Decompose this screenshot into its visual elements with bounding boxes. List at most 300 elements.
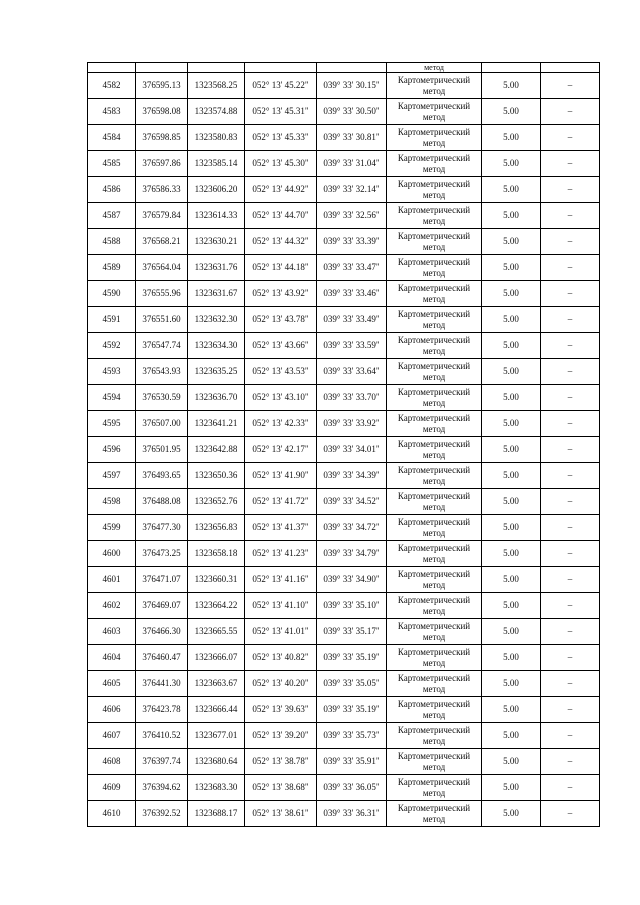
cell-method: [387, 411, 482, 437]
cell-method: [387, 541, 482, 567]
cell-longitude: 039° 33' 35.73": [317, 723, 387, 749]
cell-accuracy: 5.00: [482, 645, 541, 671]
cell-note: –: [541, 385, 600, 411]
cell-y: 1323666.44: [188, 697, 245, 723]
table-body: [88, 63, 600, 827]
cell-number: 4590: [88, 281, 136, 307]
cell-x: 376555.96: [136, 281, 188, 307]
cell-accuracy: 5.00: [482, 697, 541, 723]
cell-number: 4601: [88, 567, 136, 593]
cell-note: –: [541, 619, 600, 645]
cell-x: 376586.33: [136, 177, 188, 203]
cell-latitude: 052° 13' 45.33": [245, 125, 317, 151]
cell-longitude: 039° 33' 31.04": [317, 151, 387, 177]
cell-x: [136, 63, 188, 73]
cell-accuracy: 5.00: [482, 151, 541, 177]
method-line-2: метод: [422, 163, 446, 174]
cell-note: –: [541, 177, 600, 203]
method-line-1: Картометрический: [397, 360, 471, 371]
method-line-1: Картометрический: [397, 334, 471, 345]
cell-longitude: 039° 33' 30.50": [317, 99, 387, 125]
cell-longitude: 039° 33' 35.19": [317, 645, 387, 671]
cell-y: 1323666.07: [188, 645, 245, 671]
table-row: [88, 541, 600, 567]
cell-x: 376507.00: [136, 411, 188, 437]
cell-longitude: 039° 33' 33.64": [317, 359, 387, 385]
table-row: [88, 255, 600, 281]
cell-note: –: [541, 437, 600, 463]
cell-latitude: 052° 13' 43.78": [245, 307, 317, 333]
method-line-2: метод: [422, 631, 446, 642]
cell-x: 376597.86: [136, 151, 188, 177]
cell-y: 1323641.21: [188, 411, 245, 437]
cell-y: 1323634.30: [188, 333, 245, 359]
cell-longitude: 039° 33' 34.90": [317, 567, 387, 593]
cell-x: 376392.52: [136, 801, 188, 827]
cell-method: [387, 99, 482, 125]
cell-method: [387, 515, 482, 541]
cell-method: [387, 437, 482, 463]
cell-number: 4606: [88, 697, 136, 723]
table-row: [88, 73, 600, 99]
cell-note: [541, 63, 600, 73]
cell-latitude: 052° 13' 45.31": [245, 99, 317, 125]
method-line-1: Картометрический: [397, 568, 471, 579]
method-line-2: метод: [422, 475, 446, 486]
method-line-2: метод: [422, 345, 446, 356]
cell-longitude: 039° 33' 30.81": [317, 125, 387, 151]
coordinates-table: [87, 62, 600, 827]
table-row: [88, 385, 600, 411]
cell-accuracy: 5.00: [482, 281, 541, 307]
cell-accuracy: 5.00: [482, 541, 541, 567]
cell-longitude: [317, 63, 387, 73]
cell-longitude: 039° 33' 34.79": [317, 541, 387, 567]
cell-y: 1323630.21: [188, 229, 245, 255]
method-line-2: метод: [422, 579, 446, 590]
cell-note: –: [541, 125, 600, 151]
cell-method: [387, 671, 482, 697]
cell-note: –: [541, 671, 600, 697]
cell-accuracy: 5.00: [482, 671, 541, 697]
cell-method: [387, 723, 482, 749]
method-line-1: Картометрический: [397, 594, 471, 605]
cell-latitude: 052° 13' 38.78": [245, 749, 317, 775]
cell-note: –: [541, 307, 600, 333]
cell-latitude: 052° 13' 40.82": [245, 645, 317, 671]
method-line-1: Картометрический: [397, 386, 471, 397]
cell-number: 4600: [88, 541, 136, 567]
method-line-1: Картометрический: [397, 724, 471, 735]
table-row: [88, 281, 600, 307]
cell-x: 376466.30: [136, 619, 188, 645]
table-row: [88, 151, 600, 177]
cell-accuracy: 5.00: [482, 203, 541, 229]
cell-latitude: 052° 13' 44.92": [245, 177, 317, 203]
cell-y: 1323606.20: [188, 177, 245, 203]
cell-longitude: 039° 33' 32.14": [317, 177, 387, 203]
method-line-1: Картометрический: [397, 438, 471, 449]
cell-accuracy: 5.00: [482, 567, 541, 593]
cell-latitude: 052° 13' 40.20": [245, 671, 317, 697]
cell-method: метод: [387, 63, 482, 73]
table-row: [88, 723, 600, 749]
cell-x: 376488.08: [136, 489, 188, 515]
method-line-2: метод: [422, 319, 446, 330]
cell-method: [387, 749, 482, 775]
method-line-2: метод: [422, 397, 446, 408]
method-line-2: метод: [422, 553, 446, 564]
cell-accuracy: 5.00: [482, 593, 541, 619]
cell-number: 4584: [88, 125, 136, 151]
cell-accuracy: 5.00: [482, 489, 541, 515]
cell-y: 1323580.83: [188, 125, 245, 151]
method-line-2: метод: [422, 423, 446, 434]
method-line-1: Картометрический: [397, 776, 471, 787]
cell-x: 376547.74: [136, 333, 188, 359]
cell-x: 376598.85: [136, 125, 188, 151]
cell-y: 1323688.17: [188, 801, 245, 827]
cell-y: 1323631.67: [188, 281, 245, 307]
cell-y: 1323656.83: [188, 515, 245, 541]
cell-latitude: 052° 13' 41.16": [245, 567, 317, 593]
cell-note: –: [541, 749, 600, 775]
cell-accuracy: 5.00: [482, 333, 541, 359]
table-row: [88, 801, 600, 827]
cell-accuracy: 5.00: [482, 723, 541, 749]
cell-latitude: 052° 13' 45.22": [245, 73, 317, 99]
cell-note: –: [541, 203, 600, 229]
table-row: [88, 697, 600, 723]
method-line-1: Картометрический: [397, 620, 471, 631]
cell-method: [387, 333, 482, 359]
cell-x: 376598.08: [136, 99, 188, 125]
method-line-2: метод: [422, 501, 446, 512]
cell-x: 376471.07: [136, 567, 188, 593]
cell-longitude: 039° 33' 36.31": [317, 801, 387, 827]
cell-method: [387, 801, 482, 827]
cell-method: [387, 307, 482, 333]
cell-x: 376397.74: [136, 749, 188, 775]
table-row: [88, 619, 600, 645]
cell-method: [387, 229, 482, 255]
method-line-1: Картометрический: [397, 412, 471, 423]
cell-latitude: 052° 13' 43.92": [245, 281, 317, 307]
cell-x: 376543.93: [136, 359, 188, 385]
method-line-1: Картометрический: [397, 646, 471, 657]
method-line-2: метод: [422, 85, 446, 96]
cell-longitude: 039° 33' 33.46": [317, 281, 387, 307]
method-line-2: метод: [422, 293, 446, 304]
cell-method: [387, 125, 482, 151]
cell-x: 376473.25: [136, 541, 188, 567]
cell-number: 4591: [88, 307, 136, 333]
method-line-2: метод: [422, 813, 446, 824]
cell-note: –: [541, 411, 600, 437]
cell-accuracy: 5.00: [482, 411, 541, 437]
cell-number: 4609: [88, 775, 136, 801]
method-line-1: Картометрический: [397, 750, 471, 761]
table-row: [88, 567, 600, 593]
cell-y: 1323683.30: [188, 775, 245, 801]
cell-longitude: 039° 33' 33.70": [317, 385, 387, 411]
table-row: [88, 203, 600, 229]
cell-number: 4583: [88, 99, 136, 125]
cell-method: [387, 255, 482, 281]
cell-note: –: [541, 463, 600, 489]
cell-longitude: 039° 33' 33.92": [317, 411, 387, 437]
table-row: [88, 99, 600, 125]
table-row: [88, 775, 600, 801]
method-line-1: Картометрический: [397, 178, 471, 189]
cell-accuracy: 5.00: [482, 385, 541, 411]
cell-latitude: 052° 13' 41.37": [245, 515, 317, 541]
cell-x: 376477.30: [136, 515, 188, 541]
cell-note: –: [541, 567, 600, 593]
cell-method: [387, 281, 482, 307]
cell-latitude: 052° 13' 38.61": [245, 801, 317, 827]
cell-latitude: 052° 13' 41.90": [245, 463, 317, 489]
cell-latitude: 052° 13' 41.01": [245, 619, 317, 645]
method-line-2: метод: [422, 709, 446, 720]
cell-method: [387, 385, 482, 411]
cell-latitude: 052° 13' 42.33": [245, 411, 317, 437]
cell-y: 1323652.76: [188, 489, 245, 515]
cell-x: 376530.59: [136, 385, 188, 411]
method-line-1: Картометрический: [397, 152, 471, 163]
method-line-2: метод: [422, 657, 446, 668]
method-line-2: метод: [422, 735, 446, 746]
cell-latitude: 052° 13' 43.53": [245, 359, 317, 385]
cell-accuracy: 5.00: [482, 177, 541, 203]
cell-note: –: [541, 645, 600, 671]
cell-y: [188, 63, 245, 73]
cell-x: 376493.65: [136, 463, 188, 489]
cell-number: 4586: [88, 177, 136, 203]
cell-method: [387, 567, 482, 593]
cell-note: –: [541, 723, 600, 749]
cell-method: [387, 73, 482, 99]
method-line-1: Картометрический: [397, 464, 471, 475]
method-line-2: метод: [422, 371, 446, 382]
cell-latitude: [245, 63, 317, 73]
cell-y: 1323650.36: [188, 463, 245, 489]
table-row: [88, 359, 600, 385]
cell-number: 4605: [88, 671, 136, 697]
cell-longitude: 039° 33' 33.39": [317, 229, 387, 255]
cell-y: 1323568.25: [188, 73, 245, 99]
cell-y: 1323664.22: [188, 593, 245, 619]
method-line-1: Картометрический: [397, 256, 471, 267]
cell-accuracy: 5.00: [482, 255, 541, 281]
cell-y: 1323660.31: [188, 567, 245, 593]
cell-number: 4595: [88, 411, 136, 437]
cell-number: 4604: [88, 645, 136, 671]
cell-latitude: 052° 13' 43.10": [245, 385, 317, 411]
cell-x: 376410.52: [136, 723, 188, 749]
cell-latitude: 052° 13' 41.23": [245, 541, 317, 567]
method-line-2: метод: [422, 449, 446, 460]
cell-longitude: 039° 33' 35.91": [317, 749, 387, 775]
cell-x: 376469.07: [136, 593, 188, 619]
method-line-1: Картометрический: [397, 698, 471, 709]
method-line-2: метод: [422, 111, 446, 122]
cell-latitude: 052° 13' 44.32": [245, 229, 317, 255]
table-row: [88, 411, 600, 437]
cell-number: 4582: [88, 73, 136, 99]
cell-number: [88, 63, 136, 73]
cell-note: –: [541, 229, 600, 255]
cell-method: [387, 359, 482, 385]
method-line-1: Картометрический: [397, 126, 471, 137]
cell-method: [387, 203, 482, 229]
method-line-2: метод: [422, 241, 446, 252]
cell-number: 4589: [88, 255, 136, 281]
table-row: [88, 307, 600, 333]
table-row: [88, 645, 600, 671]
table-row: [88, 515, 600, 541]
cell-number: 4603: [88, 619, 136, 645]
cell-latitude: 052° 13' 38.68": [245, 775, 317, 801]
cell-number: 4587: [88, 203, 136, 229]
cell-y: 1323574.88: [188, 99, 245, 125]
method-line-2: метод: [422, 137, 446, 148]
cell-x: 376394.62: [136, 775, 188, 801]
cell-latitude: 052° 13' 43.66": [245, 333, 317, 359]
cell-longitude: 039° 33' 35.19": [317, 697, 387, 723]
cell-number: 4592: [88, 333, 136, 359]
method-line-1: Картометрический: [397, 516, 471, 527]
cell-accuracy: 5.00: [482, 307, 541, 333]
cell-note: –: [541, 99, 600, 125]
cell-note: –: [541, 697, 600, 723]
cell-y: 1323665.55: [188, 619, 245, 645]
cell-latitude: 052° 13' 44.18": [245, 255, 317, 281]
method-line-1: Картометрический: [397, 542, 471, 553]
method-line-2: метод: [422, 267, 446, 278]
table-row: [88, 489, 600, 515]
cell-method: [387, 489, 482, 515]
cell-method: [387, 619, 482, 645]
method-line-2: метод: [422, 683, 446, 694]
cell-note: –: [541, 801, 600, 827]
table-row: [88, 749, 600, 775]
cell-longitude: 039° 33' 34.72": [317, 515, 387, 541]
cell-latitude: 052° 13' 42.17": [245, 437, 317, 463]
cell-number: 4607: [88, 723, 136, 749]
cell-longitude: 039° 33' 35.10": [317, 593, 387, 619]
cell-note: –: [541, 255, 600, 281]
cell-longitude: 039° 33' 33.59": [317, 333, 387, 359]
method-line-2: метод: [422, 527, 446, 538]
cell-x: 376568.21: [136, 229, 188, 255]
cell-latitude: 052° 13' 39.20": [245, 723, 317, 749]
cell-number: 4593: [88, 359, 136, 385]
cell-number: 4598: [88, 489, 136, 515]
method-line-2: метод: [422, 761, 446, 772]
cell-accuracy: 5.00: [482, 801, 541, 827]
cell-method: [387, 463, 482, 489]
method-line-2: метод: [422, 787, 446, 798]
cell-y: 1323614.33: [188, 203, 245, 229]
cell-note: –: [541, 73, 600, 99]
cell-y: 1323635.25: [188, 359, 245, 385]
cell-x: 376564.04: [136, 255, 188, 281]
cell-y: 1323658.18: [188, 541, 245, 567]
cell-longitude: 039° 33' 34.01": [317, 437, 387, 463]
method-line-1: Картометрический: [397, 308, 471, 319]
cell-method: [387, 177, 482, 203]
cell-x: 376501.95: [136, 437, 188, 463]
cell-y: 1323636.70: [188, 385, 245, 411]
cell-accuracy: 5.00: [482, 229, 541, 255]
cell-method: [387, 593, 482, 619]
cell-x: 376551.60: [136, 307, 188, 333]
method-line-2: метод: [422, 215, 446, 226]
cell-x: 376423.78: [136, 697, 188, 723]
cell-accuracy: 5.00: [482, 619, 541, 645]
cell-longitude: 039° 33' 30.15": [317, 73, 387, 99]
table-row: [88, 463, 600, 489]
cell-latitude: 052° 13' 39.63": [245, 697, 317, 723]
cell-number: 4599: [88, 515, 136, 541]
cell-x: 376595.13: [136, 73, 188, 99]
cell-x: 376460.47: [136, 645, 188, 671]
table-row: [88, 437, 600, 463]
cell-number: 4610: [88, 801, 136, 827]
cell-number: 4597: [88, 463, 136, 489]
cell-method: [387, 697, 482, 723]
cell-note: –: [541, 541, 600, 567]
cell-longitude: 039° 33' 35.05": [317, 671, 387, 697]
table-row: [88, 593, 600, 619]
table-row-continuation: [88, 63, 600, 73]
method-line-1: Картометрический: [397, 282, 471, 293]
method-line-2: метод: [422, 605, 446, 616]
table-row: [88, 229, 600, 255]
cell-y: 1323680.64: [188, 749, 245, 775]
method-line-1: Картометрический: [397, 230, 471, 241]
cell-y: 1323585.14: [188, 151, 245, 177]
cell-accuracy: 5.00: [482, 125, 541, 151]
cell-number: 4596: [88, 437, 136, 463]
cell-method: [387, 775, 482, 801]
table-row: [88, 125, 600, 151]
cell-note: –: [541, 151, 600, 177]
cell-latitude: 052° 13' 41.10": [245, 593, 317, 619]
cell-y: 1323677.01: [188, 723, 245, 749]
cell-number: 4588: [88, 229, 136, 255]
cell-latitude: 052° 13' 44.70": [245, 203, 317, 229]
method-line-1: Картометрический: [397, 802, 471, 813]
cell-longitude: 039° 33' 32.56": [317, 203, 387, 229]
method-line-1: Картометрический: [397, 204, 471, 215]
cell-y: 1323642.88: [188, 437, 245, 463]
cell-accuracy: 5.00: [482, 437, 541, 463]
cell-accuracy: [482, 63, 541, 73]
method-line-1: Картометрический: [397, 672, 471, 683]
cell-accuracy: 5.00: [482, 99, 541, 125]
cell-number: 4594: [88, 385, 136, 411]
cell-longitude: 039° 33' 35.17": [317, 619, 387, 645]
cell-number: 4608: [88, 749, 136, 775]
table-row: [88, 333, 600, 359]
cell-longitude: 039° 33' 34.52": [317, 489, 387, 515]
cell-note: –: [541, 333, 600, 359]
table-row: [88, 671, 600, 697]
cell-note: –: [541, 775, 600, 801]
cell-number: 4602: [88, 593, 136, 619]
